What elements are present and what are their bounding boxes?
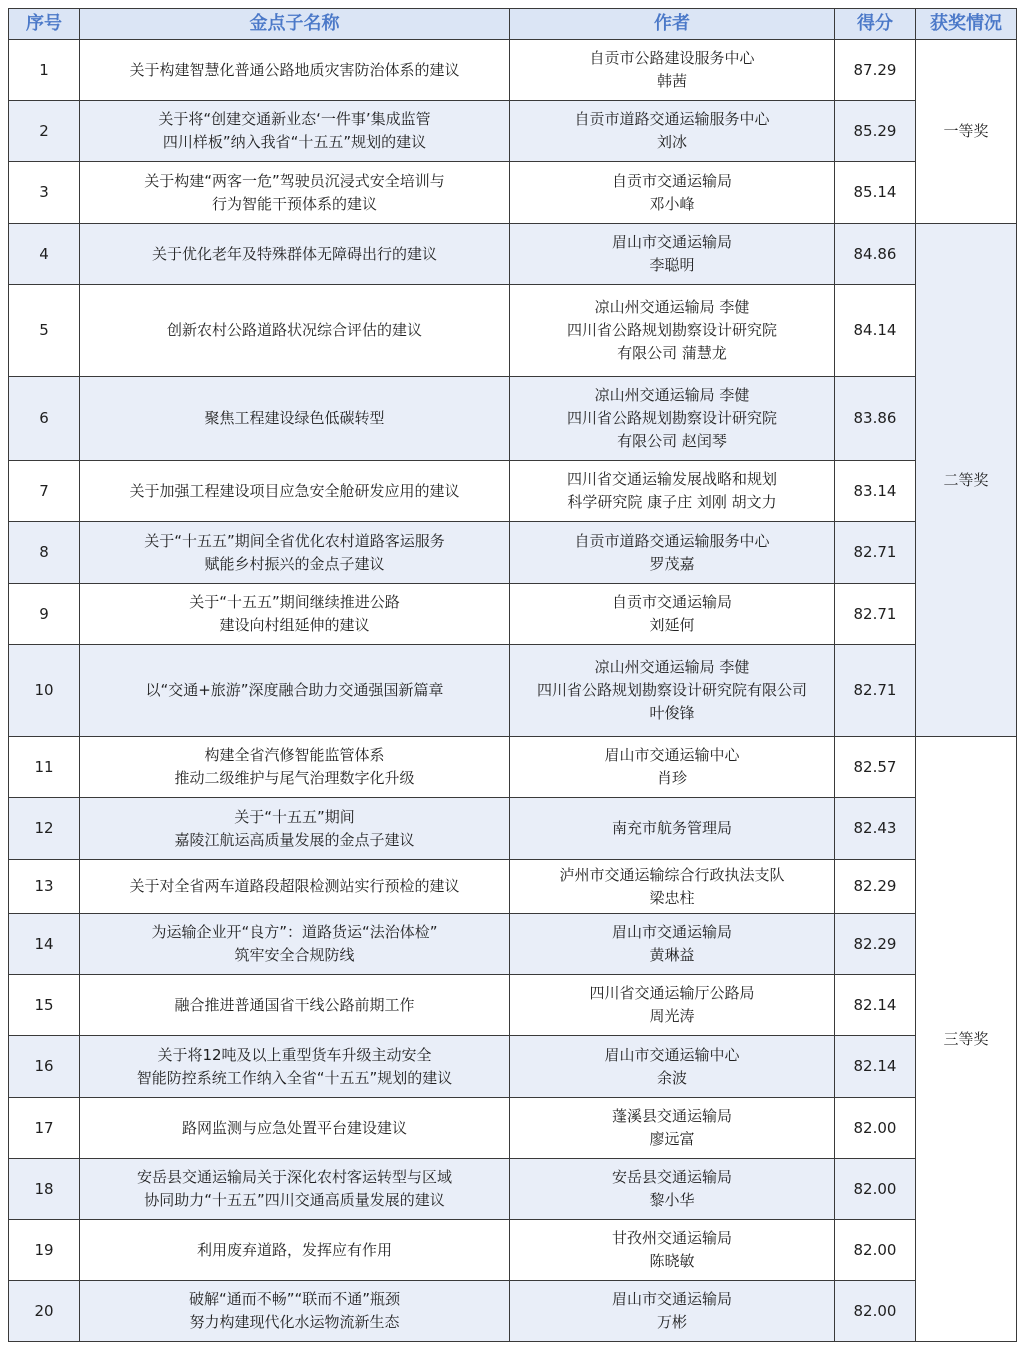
author-line: 黎小华 [649, 1191, 695, 1209]
table-row [9, 584, 1017, 645]
cell-score: 82.00 [835, 1281, 916, 1342]
table-row [9, 285, 1017, 377]
author-line: 邓小峰 [649, 194, 695, 213]
author-line: 陈晓敏 [649, 1252, 695, 1270]
title-line: 关于将“创建交通新业态‘一件事’集成监管 [158, 110, 431, 128]
cell-author [510, 1098, 835, 1159]
header-score: 得分 [835, 9, 916, 40]
author-line: 罗茂嘉 [649, 554, 695, 573]
cell-author [510, 224, 835, 285]
table-body [9, 40, 1017, 1342]
title-line: 关于将12吨及以上重型货车升级主动安全 [157, 1045, 432, 1064]
cell-index: 13 [9, 860, 80, 914]
title-line: 路网监测与应急处置平台建设建议 [181, 1118, 407, 1137]
table-row [9, 798, 1017, 860]
cell-index: 3 [9, 162, 80, 224]
title-line: 赋能乡村振兴的金点子建议 [204, 554, 385, 573]
cell-title [80, 162, 510, 224]
cell-award-third: 三等奖 [916, 737, 1017, 1342]
cell-index: 14 [9, 914, 80, 975]
cell-score: 82.71 [835, 522, 916, 584]
table-row [9, 860, 1017, 914]
table-header-row [9, 9, 1017, 40]
title-line: 四川样板”纳入我省“十五五”规划的建议 [162, 133, 427, 151]
cell-title [80, 522, 510, 584]
title-line: 创新农村公路道路状况综合评估的建议 [166, 321, 422, 339]
author-line: 廖远富 [649, 1130, 695, 1148]
title-line: 嘉陵江航运高质量发展的金点子建议 [174, 830, 415, 849]
cell-title [80, 914, 510, 975]
author-line: 蓬溪县交通运输局 [611, 1107, 732, 1125]
cell-title [80, 224, 510, 285]
header-award: 获奖情况 [916, 9, 1017, 40]
cell-index: 10 [9, 645, 80, 737]
cell-score: 83.14 [835, 461, 916, 522]
cell-index: 7 [9, 461, 80, 522]
cell-score: 87.29 [835, 40, 916, 101]
cell-score: 82.71 [835, 584, 916, 645]
cell-index: 5 [9, 285, 80, 377]
cell-index: 18 [9, 1159, 80, 1220]
author-line: 凉山州交通运输局 李健 [594, 658, 750, 676]
author-line: 有限公司 赵闰琴 [617, 432, 727, 450]
cell-title [80, 737, 510, 798]
cell-score: 84.14 [835, 285, 916, 377]
title-line: 关于优化老年及特殊群体无障碍出行的建议 [151, 244, 437, 263]
header-title: 金点子名称 [80, 9, 510, 40]
author-line: 安岳县交通运输局 [611, 1168, 732, 1186]
cell-title [80, 1159, 510, 1220]
author-line: 四川省交通运输发展战略和规划 [566, 470, 777, 488]
cell-author [510, 522, 835, 584]
author-line: 科学研究院 康子庄 刘刚 胡文力 [567, 493, 777, 511]
table-row [9, 1220, 1017, 1281]
cell-author [510, 1159, 835, 1220]
cell-score: 82.29 [835, 860, 916, 914]
cell-title [80, 1220, 510, 1281]
cell-author [510, 461, 835, 522]
cell-author [510, 162, 835, 224]
cell-author [510, 860, 835, 914]
cell-index: 4 [9, 224, 80, 285]
title-line: 以“交通+旅游”深度融合助力交通强国新篇章 [145, 681, 444, 699]
author-line: 四川省公路规划勘察设计研究院有限公司 [536, 681, 807, 699]
table-row [9, 40, 1017, 101]
header-index: 序号 [9, 9, 80, 40]
cell-score: 84.86 [835, 224, 916, 285]
cell-title [80, 101, 510, 162]
title-line: 融合推进普通国省干线公路前期工作 [174, 995, 415, 1014]
author-line: 凉山州交通运输局 李健 [594, 386, 750, 404]
cell-title [80, 461, 510, 522]
author-line: 眉山市交通运输中心 [604, 1045, 740, 1064]
author-line: 黄琳益 [649, 946, 695, 964]
title-line: 关于“十五五”期间全省优化农村道路客运服务 [144, 531, 445, 550]
cell-score: 82.71 [835, 645, 916, 737]
author-line: 余波 [656, 1068, 687, 1087]
title-line: 建设向村组延伸的建议 [219, 616, 370, 634]
table-row [9, 1281, 1017, 1342]
cell-score: 85.14 [835, 162, 916, 224]
cell-title [80, 1281, 510, 1342]
table-row [9, 645, 1017, 737]
author-line: 自贡市公路建设服务中心 [589, 49, 755, 67]
table-row [9, 1098, 1017, 1159]
cell-author [510, 798, 835, 860]
cell-index: 6 [9, 377, 80, 461]
title-line: 协同助力“十五五”四川交通高质量发展的建议 [144, 1191, 445, 1209]
author-line: 自贡市交通运输局 [611, 593, 732, 611]
author-line: 自贡市道路交通运输服务中心 [574, 110, 770, 128]
cell-score: 82.00 [835, 1159, 916, 1220]
cell-index: 8 [9, 522, 80, 584]
table-row [9, 522, 1017, 584]
title-line: 推动二级维护与尾气治理数字化升级 [174, 769, 415, 787]
table-row [9, 377, 1017, 461]
table-row [9, 975, 1017, 1036]
cell-author [510, 1220, 835, 1281]
author-line: 四川省公路规划勘察设计研究院 [566, 321, 777, 339]
author-line: 肖珍 [656, 769, 687, 787]
cell-index: 19 [9, 1220, 80, 1281]
cell-title [80, 584, 510, 645]
title-line: 努力构建现代化水运物流新生态 [189, 1313, 400, 1331]
author-line: 四川省交通运输厅公路局 [589, 984, 755, 1002]
cell-score: 83.86 [835, 377, 916, 461]
cell-score: 82.29 [835, 914, 916, 975]
cell-author [510, 1281, 835, 1342]
author-line: 自贡市交通运输局 [611, 171, 732, 190]
author-line: 凉山州交通运输局 李健 [594, 298, 750, 316]
cell-index: 9 [9, 584, 80, 645]
cell-score: 82.00 [835, 1220, 916, 1281]
author-line: 有限公司 蒲慧龙 [617, 344, 727, 362]
cell-score: 82.14 [835, 975, 916, 1036]
cell-title [80, 285, 510, 377]
title-line: 关于对全省两车道路段超限检测站实行预检的建议 [129, 877, 460, 895]
author-line: 四川省公路规划勘察设计研究院 [566, 409, 777, 427]
author-line: 刘冰 [656, 133, 687, 151]
cell-author [510, 914, 835, 975]
author-line: 眉山市交通运输中心 [604, 746, 740, 764]
table-row [9, 224, 1017, 285]
cell-title [80, 798, 510, 860]
author-line: 眉山市交通运输局 [611, 1290, 732, 1308]
header-author: 作者 [510, 9, 835, 40]
cell-author [510, 40, 835, 101]
cell-title [80, 1098, 510, 1159]
cell-title [80, 860, 510, 914]
cell-score: 82.57 [835, 737, 916, 798]
author-line: 眉山市交通运输局 [611, 233, 732, 251]
author-line: 叶俊锋 [649, 704, 695, 722]
title-line: 关于“十五五”期间继续推进公路 [189, 593, 400, 611]
author-line: 甘孜州交通运输局 [611, 1229, 732, 1247]
title-line: 关于构建智慧化普通公路地质灾害防治体系的建议 [129, 60, 460, 79]
cell-author [510, 584, 835, 645]
author-line: 李聪明 [649, 256, 695, 274]
table-row [9, 1159, 1017, 1220]
title-line: 为运输企业开“良方”：道路货运“法治体检” [151, 923, 438, 941]
table-row [9, 737, 1017, 798]
cell-author [510, 975, 835, 1036]
award-results-table [8, 8, 1017, 1342]
cell-index: 11 [9, 737, 80, 798]
cell-author [510, 645, 835, 737]
cell-score: 85.29 [835, 101, 916, 162]
title-line: 关于构建“两客一危”驾驶员沉浸式安全培训与 [144, 171, 445, 190]
author-line: 自贡市道路交通运输服务中心 [574, 531, 770, 550]
cell-award-first: 一等奖 [916, 40, 1017, 224]
cell-score: 82.00 [835, 1098, 916, 1159]
cell-title [80, 645, 510, 737]
author-line: 韩茜 [656, 72, 687, 90]
cell-author [510, 1036, 835, 1098]
title-line: 利用废弃道路，发挥应有作用 [196, 1240, 392, 1259]
cell-index: 15 [9, 975, 80, 1036]
title-line: 安岳县交通运输局关于深化农村客运转型与区域 [136, 1168, 452, 1186]
table-row [9, 101, 1017, 162]
cell-score: 82.14 [835, 1036, 916, 1098]
cell-score: 82.43 [835, 798, 916, 860]
cell-index: 20 [9, 1281, 80, 1342]
author-line: 梁忠柱 [649, 888, 695, 907]
author-line: 刘延何 [649, 616, 695, 634]
cell-author [510, 101, 835, 162]
cell-index: 12 [9, 798, 80, 860]
cell-title [80, 975, 510, 1036]
title-line: 破解“通而不畅”“联而不通”瓶颈 [188, 1290, 401, 1308]
author-line: 南充市航务管理局 [611, 819, 732, 837]
cell-award-second: 二等奖 [916, 224, 1017, 737]
title-line: 筑牢安全合规防线 [234, 946, 355, 964]
cell-author [510, 377, 835, 461]
cell-index: 16 [9, 1036, 80, 1098]
title-line: 构建全省汽修智能监管体系 [204, 746, 385, 764]
title-line: 聚焦工程建设绿色低碳转型 [204, 409, 385, 427]
cell-title [80, 40, 510, 101]
title-line: 关于“十五五”期间 [234, 807, 355, 826]
author-line: 泸州市交通运输综合行政执法支队 [559, 865, 785, 884]
author-line: 眉山市交通运输局 [611, 923, 732, 941]
cell-index: 1 [9, 40, 80, 101]
cell-author [510, 285, 835, 377]
title-line: 关于加强工程建设项目应急安全舱研发应用的建议 [129, 481, 460, 500]
cell-title [80, 1036, 510, 1098]
title-line: 行为智能干预体系的建议 [211, 194, 377, 213]
table-row [9, 914, 1017, 975]
table-row [9, 1036, 1017, 1098]
author-line: 周光涛 [649, 1007, 695, 1025]
cell-index: 17 [9, 1098, 80, 1159]
cell-title [80, 377, 510, 461]
table-row [9, 162, 1017, 224]
cell-index: 2 [9, 101, 80, 162]
title-line: 智能防控系统工作纳入全省“十五五”规划的建议 [136, 1068, 453, 1087]
cell-author [510, 737, 835, 798]
table-row [9, 461, 1017, 522]
author-line: 万彬 [656, 1313, 687, 1331]
